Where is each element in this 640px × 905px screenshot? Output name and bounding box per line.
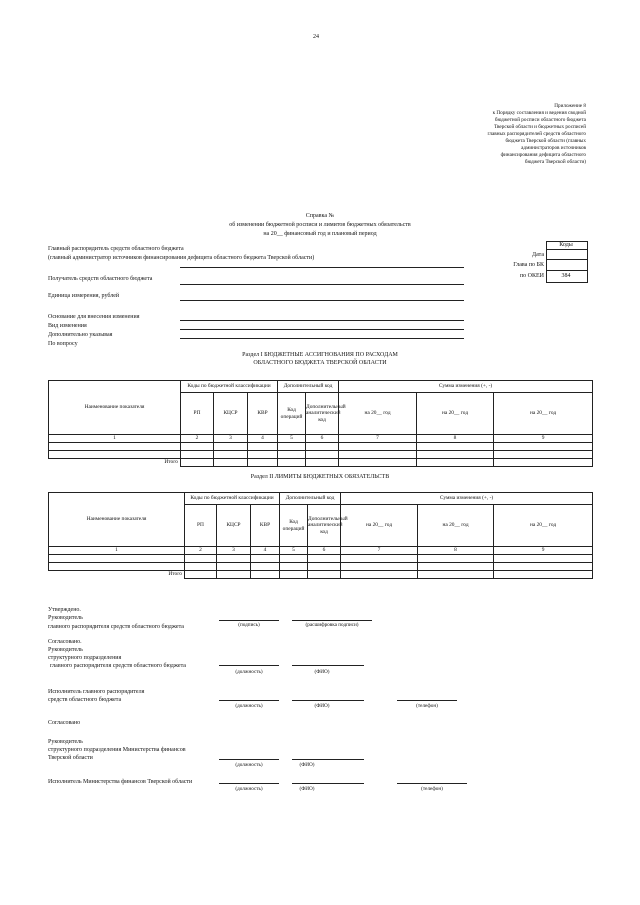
approved-label: Утверждено.: [48, 607, 81, 613]
col-number: 5: [278, 435, 306, 443]
agreed2-label: Согласовано: [48, 720, 81, 726]
chapter-label: Глава по БК: [513, 262, 544, 268]
minfin-unit-label: структурного подразделения Министерства финансов: [48, 747, 186, 753]
sum-group-header: Сумма изменения (+, -): [341, 493, 593, 505]
col-number: 3: [214, 435, 248, 443]
total-row: [49, 458, 593, 466]
col-number: 7: [341, 547, 418, 555]
phone-caption: (телефон): [416, 703, 438, 709]
appendix-line: бюджета Тверской области (главных: [505, 138, 586, 144]
position-caption: (должность): [235, 703, 263, 709]
op-code-header: Код операций: [278, 393, 306, 435]
main-manager-sublabel: (главный администратор источников финансирования дефицита областного бюджета Тверской области): [48, 255, 315, 261]
rp-header: РП: [185, 505, 217, 547]
fio-caption: (ФИО): [314, 703, 330, 709]
section2-table: [48, 492, 593, 579]
section1-title: Раздел I БЮДЖЕТНЫЕ АССИГНОВАНИЯ ПО РАСХОДАМ: [242, 352, 398, 358]
phone-caption: (телефон): [421, 786, 443, 792]
head2-label: Руководитель: [48, 647, 83, 653]
indicator-header: Наименование показателя: [49, 381, 181, 435]
fio-caption: (ФИО): [299, 762, 315, 768]
sum-group-header: Сумма изменения (+, -): [339, 381, 593, 393]
sign-decode-caption: (расшифровка подписи): [305, 622, 359, 628]
struct-unit-label: структурного подразделения: [48, 655, 122, 661]
year3-header: на 20__ год: [494, 505, 593, 547]
col-number: 8: [417, 435, 494, 443]
appendix-line: финансирования дефицита областного: [500, 152, 586, 158]
position-caption: (должность): [235, 786, 263, 792]
table-row: [49, 442, 593, 450]
section2-title: Раздел II ЛИМИТЫ БЮДЖЕТНЫХ ОБЯЗАТЕЛЬСТВ: [250, 474, 390, 480]
col-number: 6: [308, 547, 341, 555]
table-row: [49, 450, 593, 458]
appendix-line: Тверской области и бюджетных росписей: [494, 124, 586, 130]
codes-group-header: Коды по бюджетной классификации: [185, 493, 280, 505]
section1-subtitle: ОБЛАСТНОГО БЮДЖЕТА ТВЕРСКОЙ ОБЛАСТИ: [253, 360, 387, 366]
head-label: Руководитель: [48, 615, 83, 621]
appendix-note: [456, 103, 586, 166]
analytic-code-header: Дополнительный аналитический код: [306, 393, 339, 435]
struct-unit-main-label: главного распорядителя средств областного бюджета: [50, 663, 186, 669]
question-label: По вопросу: [48, 341, 78, 347]
unit-label: Единица измерения, рублей: [48, 293, 120, 299]
region-label: Тверской области: [48, 755, 93, 761]
col-number: 7: [339, 435, 417, 443]
appendix-line: главных распорядителей средств областного: [487, 131, 586, 137]
kcsr-header: КЦСР: [217, 505, 251, 547]
col-number: 4: [248, 435, 278, 443]
codes-group-header: Коды по бюджетной классификации: [181, 381, 278, 393]
position-caption: (должность): [235, 669, 263, 675]
okei-label: по ОКЕИ: [519, 273, 544, 279]
table-row: [49, 554, 593, 562]
year1-header: на 20__ год: [341, 505, 418, 547]
change-type-label: Вид изменения: [48, 323, 87, 329]
table-row: [49, 562, 593, 570]
col-number: 1: [49, 435, 181, 443]
appendix-line: бюджетной росписи областного бюджета: [494, 117, 586, 123]
year2-header: на 20__ год: [417, 393, 494, 435]
codes-header: Коды: [559, 242, 573, 248]
kvr-header: КВР: [248, 393, 278, 435]
kvr-header: КВР: [251, 505, 280, 547]
year3-header: на 20__ год: [494, 393, 593, 435]
additional-label: Дополнительно указывая: [48, 332, 113, 338]
executor-sublabel: средств областного бюджета: [48, 697, 122, 703]
op-code-header: Код операций: [280, 505, 308, 547]
document-subtitle: об изменении бюджетной росписи и лимитов бюджетных обязательств: [229, 222, 411, 228]
col-number: 5: [280, 547, 308, 555]
appendix-line: администраторов источников: [521, 145, 586, 151]
fio-caption: (ФИО): [314, 669, 330, 675]
extra-code-header: Дополнительный код: [278, 381, 339, 393]
kcsr-header: КЦСР: [214, 393, 248, 435]
date-label: Дата: [532, 252, 544, 258]
total-label: Итого: [164, 459, 178, 465]
main-manager-label: Главный распорядитель средств областного бюджета: [48, 246, 184, 252]
analytic-code-header: Дополнительный аналитический код: [308, 505, 341, 547]
col-number: 2: [181, 435, 214, 443]
col-number: 6: [306, 435, 339, 443]
document-title: Справка №: [305, 213, 335, 219]
recipient-label: Получатель средств областного бюджета: [48, 276, 153, 282]
col-number: 1: [49, 547, 185, 555]
appendix-line: к Порядку составления и ведения сводной: [492, 110, 586, 116]
col-number: 9: [494, 435, 593, 443]
year1-header: на 20__ год: [339, 393, 417, 435]
col-number: 2: [185, 547, 217, 555]
head-main-label: главного распорядителя средств областного бюджета: [48, 624, 184, 630]
fio-caption: (ФИО): [299, 786, 315, 792]
indicator-header: Наименование показателя: [49, 493, 185, 547]
section1-table: [48, 380, 593, 467]
extra-code-header: Дополнительный код: [280, 493, 341, 505]
appendix-line: Приложение 8: [554, 103, 586, 109]
agreed-label: Согласовано.: [48, 639, 82, 645]
minfin-executor-label: Исполнитель Министерства финансов Тверской области: [48, 779, 193, 785]
basis-label: Основание для внесения изменения: [48, 314, 140, 320]
executor-label: Исполнитель главного распорядителя: [48, 689, 145, 695]
year2-header: на 20__ год: [418, 505, 494, 547]
head3-label: Руководитель: [48, 739, 83, 745]
page-number: 24: [313, 34, 319, 40]
sign-caption: (подпись): [238, 622, 260, 628]
col-number: 9: [494, 547, 593, 555]
col-number: 4: [251, 547, 280, 555]
document-period: на 20__ финансовый год и плановый период: [263, 231, 377, 237]
appendix-line: бюджета Тверской области): [524, 159, 586, 165]
total-label: Итого: [168, 571, 182, 577]
okei-value: 384: [561, 273, 571, 279]
col-number: 8: [418, 547, 494, 555]
position-caption: (должность): [235, 762, 263, 768]
col-number: 3: [217, 547, 251, 555]
total-row: [49, 570, 593, 578]
rp-header: РП: [181, 393, 214, 435]
